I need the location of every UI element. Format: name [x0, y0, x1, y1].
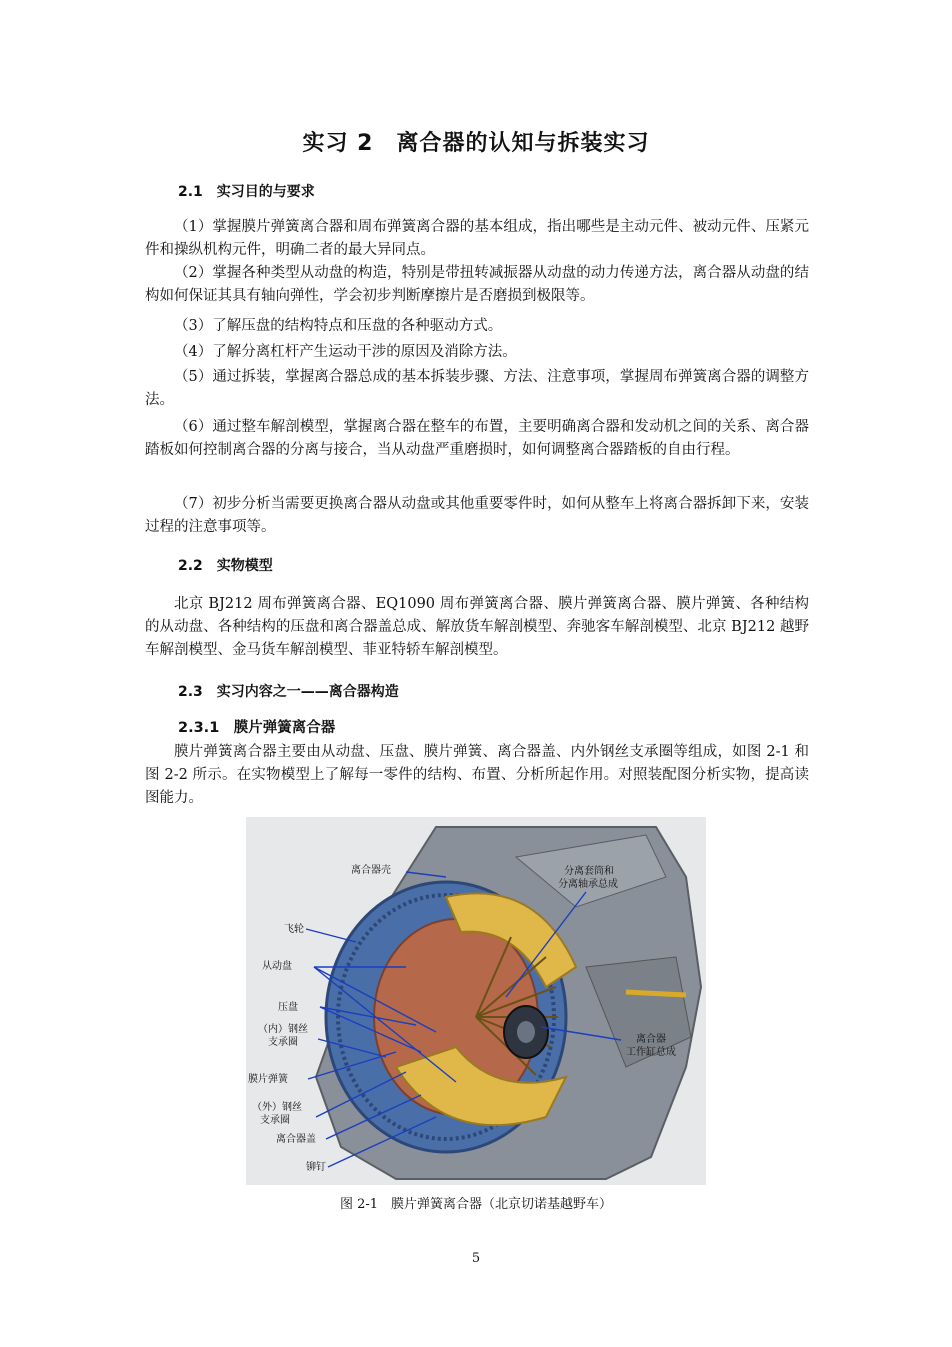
- label-release-sleeve-1: 分离套筒和: [564, 866, 614, 877]
- label-pressure-plate: 压盘: [278, 1002, 298, 1013]
- paragraph-1: （1）掌握膜片弹簧离合器和周布弹簧离合器的基本组成，指出哪些是主动元件、被动元件、压紧元件和操纵机构元件，明确二者的最大异同点。: [145, 219, 809, 259]
- label-clutch-housing: 离合器壳: [351, 865, 391, 876]
- paragraph-9: 膜片弹簧离合器主要由从动盘、压盘、膜片弹簧、离合器盖、内外钢丝支承圈等组成，如图 2-1 和图 2-2 所示。在实物模型上了解每一零件的结构、布置、分析所起作用。对照装配图分析实物，提高读图能力。: [145, 744, 809, 807]
- page-number: 5: [471, 1251, 481, 1266]
- label-diaphragm-spring: 膜片弹簧: [248, 1074, 288, 1085]
- clutch-figure: [246, 817, 706, 1185]
- label-slave-cylinder-1: 离合器: [636, 1034, 666, 1045]
- paragraph-6: （6）通过整车解剖模型，掌握离合器在整车的布置，主要明确离合器和发动机之间的关系、离合器踏板如何控制离合器的分离与接合，当从动盘严重磨损时，如何调整离合器踏板的自由行程。: [145, 419, 809, 459]
- slave-cylinder-rod: [626, 992, 686, 995]
- label-outer-wire-ring-1: （外）钢丝: [252, 1102, 302, 1113]
- section-heading-2-3-1: 2.3.1 膜片弹簧离合器: [178, 720, 336, 736]
- section-heading-2-2: 2.2 实物模型: [178, 558, 273, 574]
- page-title: 实习 2 离合器的认知与拆装实习: [302, 131, 650, 156]
- label-release-sleeve-2: 分离轴承总成: [558, 879, 618, 890]
- label-flywheel: 飞轮: [284, 924, 304, 935]
- label-inner-wire-ring-2: 支承圈: [268, 1037, 298, 1048]
- section-heading-2-1: 2.1 实习目的与要求: [178, 184, 315, 200]
- paragraph-5: （5）通过拆装，掌握离合器总成的基本拆装步骤、方法、注意事项，掌握周布弹簧离合器的调整方法。: [145, 369, 809, 409]
- paragraph-4: （4）了解分离杠杆产生运动干涉的原因及消除方法。: [174, 344, 517, 360]
- paragraph-3: （3）了解压盘的结构特点和压盘的各种驱动方式。: [174, 318, 503, 334]
- paragraph-8: 北京 BJ212 周布弹簧离合器、EQ1090 周布弹簧离合器、膜片弹簧离合器、膜片弹簧、各种结构的从动盘、各种结构的压盘和离合器盖总成、解放货车解剖模型、奔驰客车解剖模型、北京 BJ212 越野车解剖模型、金马货车解剖模型、菲亚特轿车解剖模型。: [145, 596, 809, 659]
- section-heading-2-3: 2.3 实习内容之一——离合器构造: [178, 684, 399, 700]
- label-outer-wire-ring-2: 支承圈: [260, 1115, 290, 1126]
- label-inner-wire-ring-1: （内）钢丝: [258, 1024, 308, 1035]
- figure-caption: 图 2-1 膜片弹簧离合器（北京切诺基越野车）: [339, 1197, 613, 1212]
- label-driven-disc: 从动盘: [262, 961, 292, 972]
- label-slave-cylinder-2: 工作缸总成: [626, 1047, 676, 1058]
- paragraph-7: （7）初步分析当需要更换离合器从动盘或其他重要零件时，如何从整车上将离合器拆卸下来，安装过程的注意事项等。: [145, 496, 809, 536]
- release-bearing-hub: [517, 1021, 535, 1043]
- paragraph-2: （2）掌握各种类型从动盘的构造，特别是带扭转减振器从动盘的动力传递方法，离合器从动盘的结构如何保证其具有轴向弹性，学会初步判断摩擦片是否磨损到极限等。: [145, 265, 809, 305]
- label-rivet: 铆钉: [306, 1162, 326, 1173]
- label-clutch-cover: 离合器盖: [276, 1134, 316, 1145]
